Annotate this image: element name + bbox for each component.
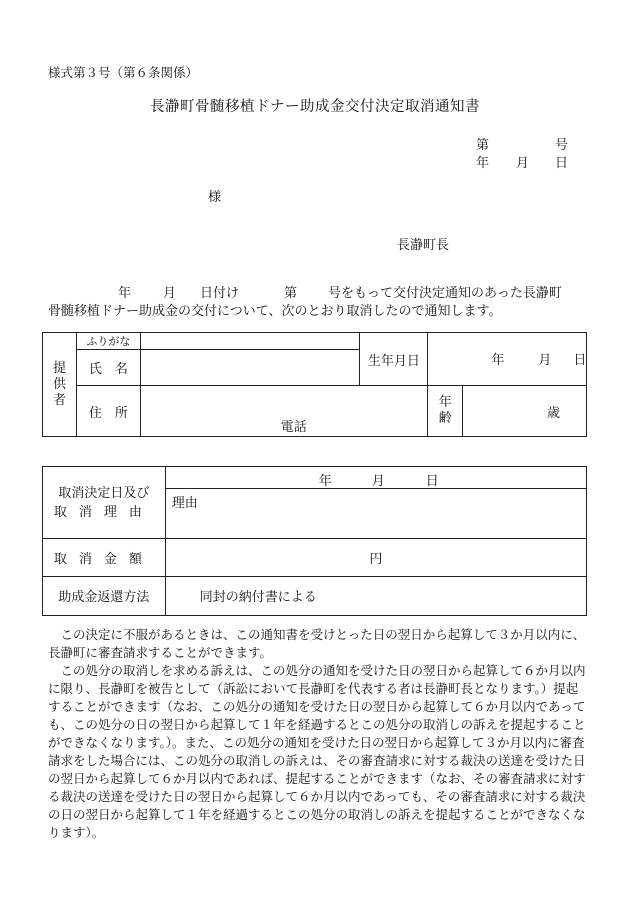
name-field[interactable]: [140, 350, 360, 386]
method-label: 助成金返還方法: [43, 576, 166, 615]
amount-field[interactable]: [165, 539, 586, 576]
applicant-group-label-1: 提: [52, 360, 66, 376]
age-field[interactable]: [463, 386, 587, 437]
date-reason-label-2: 取消理由: [53, 504, 154, 520]
form-number: 様式第３号（第６条関係）: [48, 65, 199, 80]
cancel-date-day: 日: [425, 473, 439, 489]
dob-field[interactable]: [428, 333, 587, 386]
intro-year: 年: [118, 286, 132, 301]
address-label: 住 所: [76, 386, 140, 437]
doc-date-month: 月: [516, 156, 530, 171]
dob-label: 生年月日: [360, 333, 428, 386]
amount-label: 取消金額: [43, 539, 166, 576]
furigana-field[interactable]: [140, 333, 360, 350]
furigana-label: ふりがな: [76, 333, 140, 350]
document-title: 長瀞町骨髄移植ドナー助成金交付決定取消通知書: [150, 99, 480, 115]
name-label: 氏 名: [76, 350, 140, 386]
dob-month: 月: [538, 353, 552, 368]
amount-unit: 円: [369, 552, 383, 568]
cancel-date-year: 年: [318, 473, 332, 489]
method-value: 同封の納付書による: [165, 576, 586, 615]
appeal-notice: この決定に不服があるときは、この通知書を受けとった日の翌日から起算して３か月以内に、長瀞町に審査請求することができます。: [48, 627, 586, 660]
doc-number-prefix: 第: [476, 138, 490, 153]
recipient-honorific: 様: [208, 190, 222, 205]
dob-year: 年: [491, 353, 505, 368]
date-reason-label: [43, 467, 166, 539]
intro-line1-rest: 号をもって交付決定通知のあった長瀞町: [328, 286, 562, 301]
doc-number-suffix: 号: [555, 138, 569, 153]
applicant-table: [42, 332, 587, 437]
intro-no-prefix: 第: [284, 286, 298, 301]
dob-day: 日: [573, 353, 587, 368]
cancellation-table: [42, 466, 587, 616]
intro-line2: 骨髄移植ドナー助成金の交付について、次のとおり取消したので通知します。: [48, 304, 502, 319]
applicant-group-label: [43, 333, 77, 437]
doc-date-year: 年: [476, 156, 490, 171]
reason-field[interactable]: [165, 489, 586, 539]
sender-mayor: 長瀞町長: [397, 238, 450, 253]
date-reason-label-1: 取消決定日及び: [58, 485, 150, 501]
lawsuit-notice: この処分の取消しを求める訴えは、この処分の通知を受けた日の翌日から起算して６か月以内に限り、長瀞町を被告として（訴訟において長瀞町を代表する者は長瀞町長となります。）提起することができます（なお、この処分の通知を受けた日の翌日から起算して６か月以内であっても、この処分の日の翌日から起算して１年を経過するとこの処分の取消しの訴えを提起することができなくなります。）。また、この処分の通知を受けた日の翌日から起算して３か月以内に審査請求をした場合には、この処分の取消しの訴えは、その審査請求に対する裁決の送達を受けた日の翌日から起算して６か月以内であれば、提起することができます（なお、その審査請求に対する裁決の送達を受けた日の翌日から起算して６か月以内であっても、その審査請求に対する裁決の日の翌日から起算して１年を経過するとこの処分の取消しの訴えを提起することができなくなります）。: [48, 663, 586, 840]
applicant-group-label-3: 者: [52, 392, 66, 408]
reason-label: 理由: [171, 496, 198, 512]
doc-date-day: 日: [555, 156, 569, 171]
address-field[interactable]: [140, 386, 428, 437]
cancel-date-month: 月: [371, 473, 385, 489]
age-label-2: 齢: [438, 411, 452, 426]
intro-day-dated: 日付け: [200, 286, 240, 301]
applicant-group-label-2: 供: [52, 376, 66, 392]
age-label-1: 年: [438, 395, 452, 410]
phone-label: 電話: [280, 420, 307, 435]
age-label: [428, 386, 463, 437]
age-unit: 歳: [546, 405, 560, 421]
cancel-date-field[interactable]: [165, 467, 586, 489]
intro-month: 月: [163, 286, 177, 301]
